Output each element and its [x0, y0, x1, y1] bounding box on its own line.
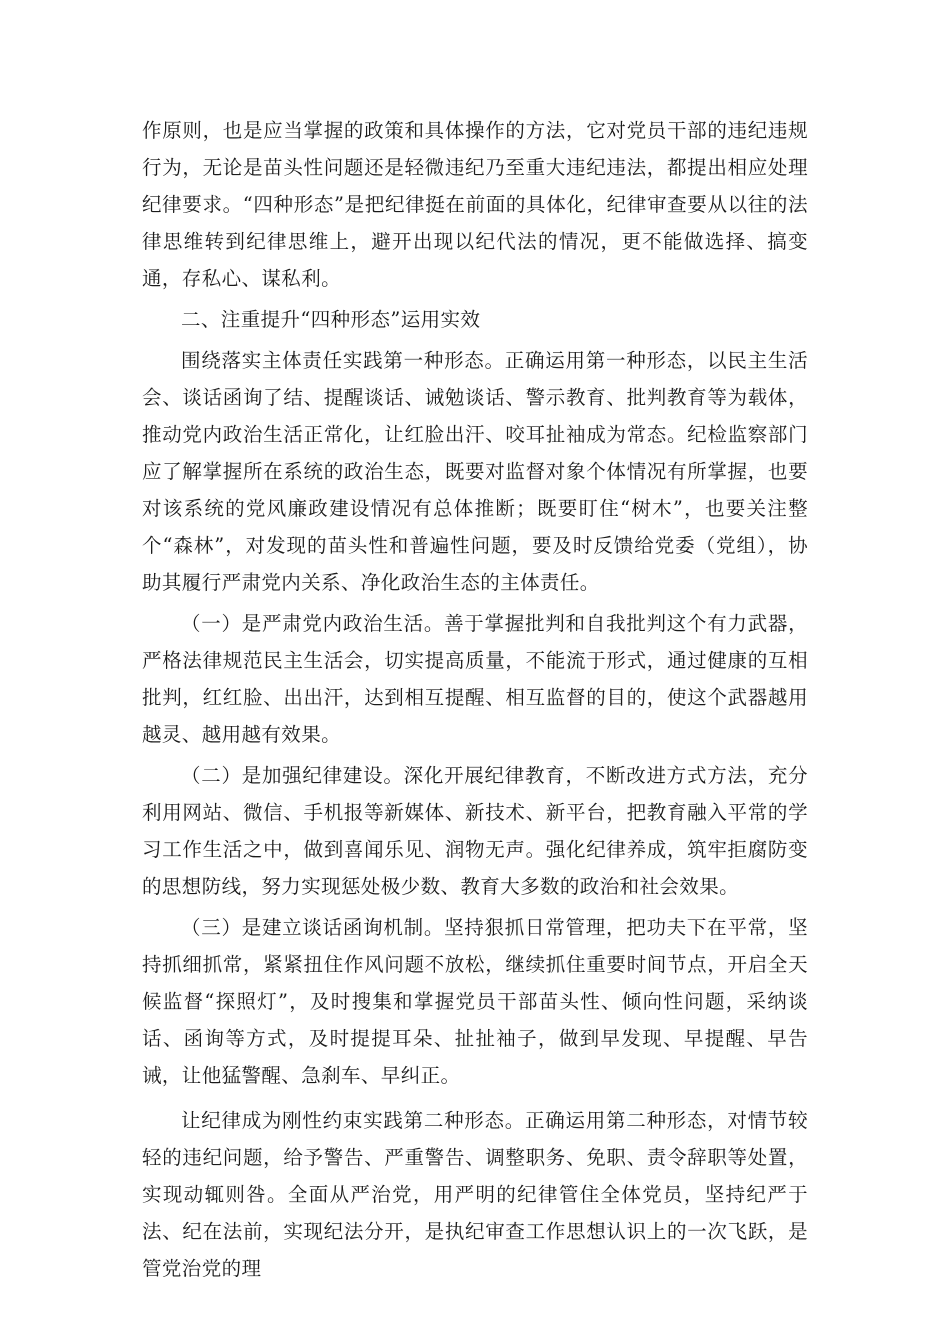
- paragraph-item-3: （三）是建立谈话函询机制。坚持狠抓日常管理，把功夫下在平常，坚持抓细抓常，紧紧扭住作风问题不放松，继续抓住重要时间节点，开启全天候监督“探照灯”，及时搜集和掌握党员干部苗头性、倾向性问题，采纳谈话、函询等方式，及时提提耳朵、扯扯袖子，做到早发现、早提醒、早告诫，让他猛警醒、急刹车、早纠正。: [142, 916, 808, 1087]
- document-body: [142, 112, 808, 1287]
- paragraph-item-2: （二）是加强纪律建设。深化开展纪律教育，不断改进方式方法，充分利用网站、微信、手机报等新媒体、新技术、新平台，把教育融入平常的学习工作生活之中，做到喜闻乐见、润物无声。强化纪律养成，筑牢拒腐防变的思想防线，努力实现惩处极少数、教育大多数的政治和社会效果。: [142, 764, 808, 898]
- paragraph-item-1: （一）是严肃党内政治生活。善于掌握批判和自我批判这个有力武器，严格法律规范民主生活会，切实提高质量，不能流于形式，通过健康的互相批判，红红脸、出出汗，达到相互提醒、相互监督的目的，使这个武器越用越灵、越用越有效果。: [142, 612, 808, 746]
- paragraph-first-form: 围绕落实主体责任实践第一种形态。正确运用第一种形态，以民主生活会、谈话函询了结、提醒谈话、诫勉谈话、警示教育、批判教育等为载体，推动党内政治生活正常化，让红脸出汗、咬耳扯袖成为常态。纪检监察部门应了解掌握所在系统的政治生态，既要对监督对象个体情况有所掌握，也要对该系统的党风廉政建设情况有总体推断；既要盯住“树木”，也要关注整个“森林”，对发现的苗头性和普遍性问题，要及时反馈给党委（党组），协助其履行严肃党内关系、净化政治生态的主体责任。: [142, 349, 808, 594]
- paragraph-second-form: 让纪律成为刚性约束实践第二种形态。正确运用第二种形态，对情节较轻的违纪问题，给予警告、严重警告、调整职务、免职、责令辞职等处置，实现动辄则咎。全面从严治党，用严明的纪律管住全体党员，坚持纪严于法、纪在法前，实现纪法分开，是执纪审查工作思想认识上的一次飞跃，是管党治党的理: [142, 1109, 808, 1280]
- paragraph-continued: 作原则，也是应当掌握的政策和具体操作的方法，它对党员干部的违纪违规行为，无论是苗头性问题还是轻微违纪乃至重大违纪违法，都提出相应处理纪律要求。“四种形态”是把纪律挺在前面的具体化，纪律审查要从以往的法律思维转到纪律思维上，避开出现以纪代法的情况，更不能做选择、搞变通，存私心、谋私利。: [142, 119, 808, 290]
- section-heading: 二、注重提升“四种形态”运用实效: [181, 308, 481, 331]
